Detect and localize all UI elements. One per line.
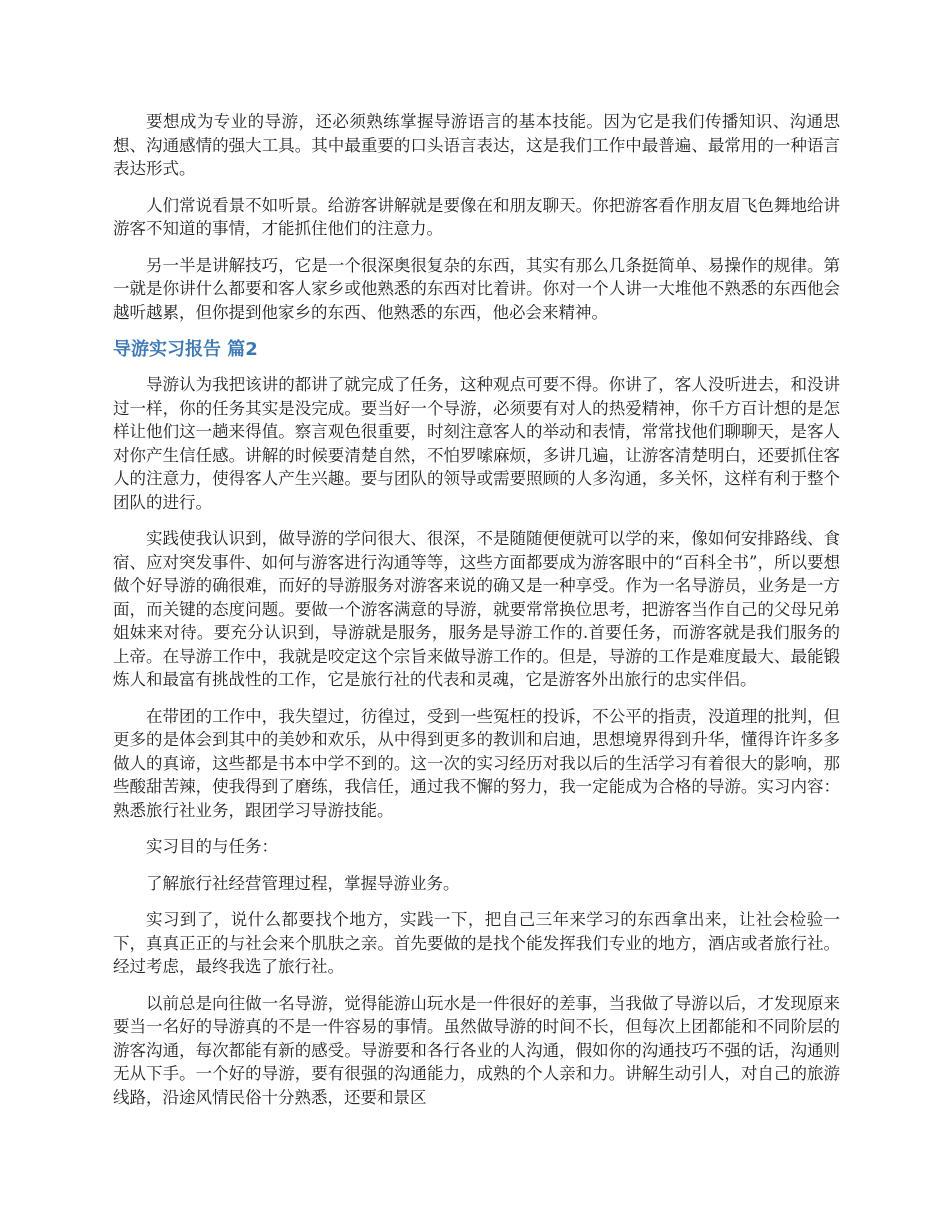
paragraph: 另一半是讲解技巧，它是一个很深奥很复杂的东西，其实有那么几条挺简单、易操作的规律。第一就是你讲什么都要和客人家乡或他熟悉的东西对比着讲。你对一个人讲一大堆他不熟悉的东西他会越听越累，但你提到他家乡的东西、他熟悉的东西，他必会来精神。 [113, 255, 840, 322]
paragraph: 了解旅行社经营管理过程，掌握导游业务。 [146, 873, 460, 893]
paragraph: 人们常说看景不如听景。给游客讲解就是要像在和朋友聊天。你把游客看作朋友眉飞色舞地给讲游客不知道的事情，才能抓住他们的注意力。 [113, 195, 840, 238]
paragraph: 导游认为我把该讲的都讲了就完成了任务，这种观点可要不得。你讲了，客人没听进去，和没讲过一样，你的任务其实是没完成。要当好一个导游，必须要有对人的热爱精神，你千方百计想的是怎样让他们这一趟来得值。察言观色很重要，时刻注意客人的举动和表情，常常找他们聊聊天，是客人对你产生信任感。讲解的时候要清楚自然，不怕罗嗦麻烦，多讲几遍，让游客清楚明白，还要抓住客人的注意力，使得客人产生兴趣。要与团队的领导或需要照顾的人多沟通，多关怀，这样有利于整个团队的进行。 [113, 375, 840, 512]
paragraph: 实习到了，说什么都要找个地方，实践一下，把自己三年来学习的东西拿出来，让社会检验一下，真真正正的与社会来个肌肤之亲。首先要做的是找个能发挥我们专业的地方，酒店或者旅行社。经过考虑，最终我选了旅行社。 [113, 910, 840, 976]
section-heading: 导游实习报告 篇2 [113, 339, 258, 360]
paragraph: 以前总是向往做一名导游，觉得能游山玩水是一件很好的差事，当我做了导游以后，才发现原来要当一名好的导游真的不是一件容易的事情。虽然做导游的时间不长，但每次上团都能和不同阶层的游客沟通，每次都能有新的感受。导游要和各行各业的人沟通，假如你的沟通技巧不强的话，沟通则无从下手。一个好的导游，要有很强的沟通能力，成熟的个人亲和力。讲解生动引人，对自己的旅游线路，沿途风情民俗十分熟悉，还要和景区 [113, 993, 840, 1107]
paragraph: 要想成为专业的导游，还必须熟练掌握导游语言的基本技能。因为它是我们传播知识、沟通思想、沟通感情的强大工具。其中最重要的口头语言表达，这是我们工作中最普遍、最常用的一种语言表达形式。 [113, 112, 840, 178]
paragraph: 实践使我认识到，做导游的学问很大、很深，不是随随便便就可以学的来，像如何安排路线、食宿、应对突发事件、如何与游客进行沟通等等，这些方面都要成为游客眼中的“百科全书”，所以要想做个好导游的确很难，而好的导游服务对游客来说的确又是一种享受。作为一名导游员，业务是一方面，而关键的态度问题。要做一个游客满意的导游，就要常常换位思考，把游客当作自己的父母兄弟姐妹来对待。要充分认识到，导游就是服务，服务是导游工作的.首要任务，而游客就是我们服务的上帝。在导游工作中，我就是咬定这个宗旨来做导游工作的。但是，导游的工作是难度最大、最能锻炼人和最富有挑战性的工作，它是旅行社的代表和灵魂，它是游客外出旅行的忠实伴侣。 [113, 529, 840, 689]
document-page [113, 110, 840, 1122]
paragraph: 实习目的与任务： [146, 837, 278, 856]
paragraph: 在带团的工作中，我失望过，彷徨过，受到一些冤枉的投诉，不公平的指责，没道理的批判，但更多的是体会到其中的美妙和欢乐，从中得到更多的教训和启迪，思想境界得到升华，懂得许许多多做人的真谛，这些都是书本中学不到的。这一次的实习经历对我以后的生活学习有着很大的影响，那些酸甜苦辣，使我得到了磨练，我信任，通过我不懈的努力，我一定能成为合格的导游。实习内容：熟悉旅行社业务，跟团学习导游技能。 [113, 706, 840, 820]
